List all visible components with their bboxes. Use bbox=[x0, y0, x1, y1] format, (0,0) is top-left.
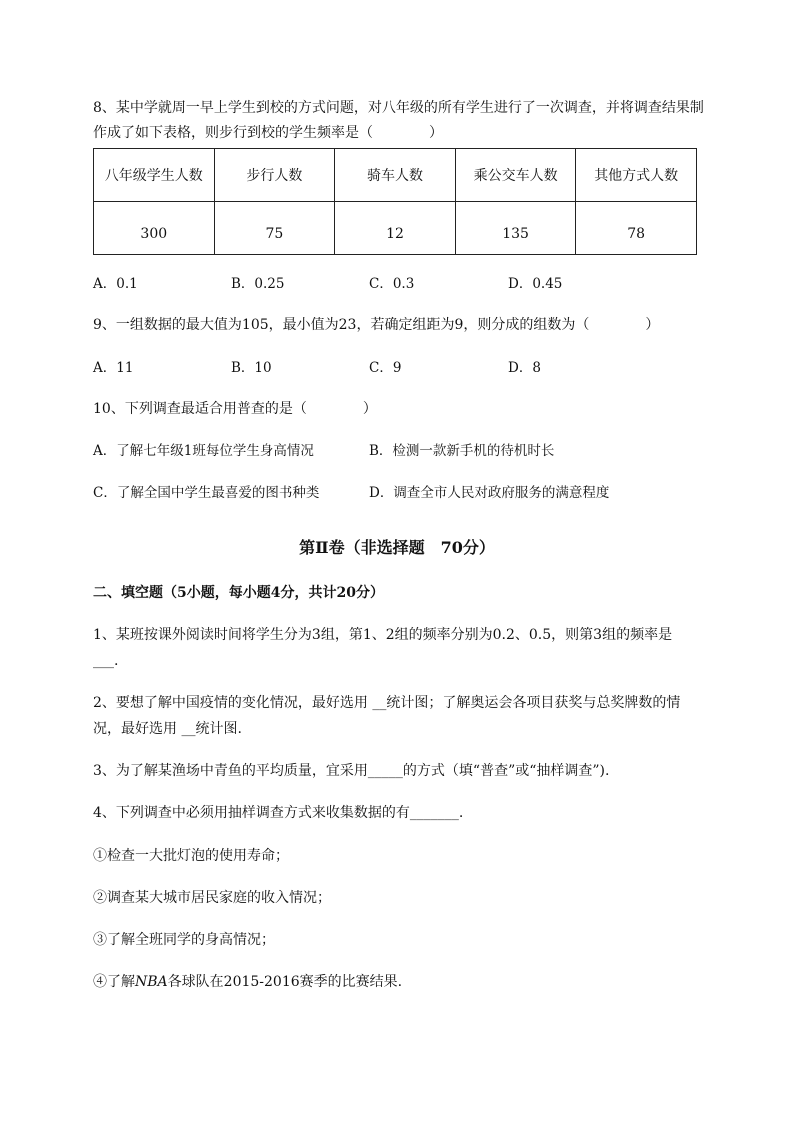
q8-option-c[interactable]: C．0.3 bbox=[369, 276, 415, 292]
header-total: 八年级学生人数 bbox=[94, 149, 215, 202]
value-bus: 135 bbox=[455, 202, 576, 255]
survey-table bbox=[93, 148, 697, 255]
fill-q4-item2: ②调查某大城市居民家庭的收入情况； bbox=[93, 890, 331, 906]
fill-q2-line1: 2、要想了解中国疫情的变化情况，最好选用 __统计图；了解奥运会各项目获奖与总奖牌数的情 bbox=[93, 695, 681, 711]
value-total: 300 bbox=[94, 202, 215, 255]
part2-title: 第Ⅱ卷（非选择题 70分） bbox=[299, 538, 495, 557]
value-bike: 12 bbox=[335, 202, 456, 255]
fill-q4: 4、下列调查中必须用抽样调查方式来收集数据的有_______. bbox=[93, 805, 464, 821]
q10-option-b[interactable]: B．检测一款新手机的待机时长 bbox=[369, 443, 555, 459]
header-bus: 乘公交车人数 bbox=[455, 149, 576, 202]
item4-suffix: 各球队在2015-2016赛季的比赛结果. bbox=[167, 974, 403, 990]
item4-prefix: ④了解 bbox=[93, 974, 135, 990]
fill-q4-item3: ③了解全班同学的身高情况； bbox=[93, 932, 275, 948]
q10-options-row1 bbox=[93, 441, 713, 461]
q8-stem-line2: 作成了如下表格，则步行到校的学生频率是（ ） bbox=[93, 125, 443, 141]
fill-q1-line1: 1、某班按课外阅读时间将学生分为3组，第1、2组的频率分别为0.2、0.5，则第3组的频率是 bbox=[93, 627, 673, 643]
header-walk: 步行人数 bbox=[214, 149, 335, 202]
q10-option-c[interactable]: C．了解全国中学生最喜爱的图书种类 bbox=[93, 485, 320, 501]
q8-option-b[interactable]: B．0.25 bbox=[231, 276, 285, 292]
q8-stem-line1: 8、某中学就周一早上学生到校的方式问题，对八年级的所有学生进行了一次调查，并将调查结果制 bbox=[93, 100, 704, 116]
fill-q4-item1: ①检查一大批灯泡的使用寿命； bbox=[93, 848, 289, 864]
q9-option-b[interactable]: B．10 bbox=[231, 360, 272, 376]
q9-stem: 9、一组数据的最大值为105，最小值为23，若确定组距为9，则分成的组数为（ ） bbox=[93, 317, 660, 333]
item4-nba: NBA bbox=[135, 974, 168, 990]
header-bike: 骑车人数 bbox=[335, 149, 456, 202]
q10-option-d[interactable]: D．调查全市人民对政府服务的满意程度 bbox=[369, 485, 610, 501]
fill-q3: 3、为了解某渔场中青鱼的平均质量，宜采用_____的方式（填“普查”或“抽样调查”). bbox=[93, 763, 610, 779]
table-header-row bbox=[94, 149, 697, 202]
value-other: 78 bbox=[576, 202, 697, 255]
q10-option-a[interactable]: A．了解七年级1班每位学生身高情况 bbox=[93, 443, 314, 459]
q8-option-a[interactable]: A．0.1 bbox=[93, 276, 138, 292]
q8-options bbox=[93, 274, 713, 294]
header-other: 其他方式人数 bbox=[576, 149, 697, 202]
fill-q2-line2: 况，最好选用 __统计图. bbox=[93, 721, 242, 737]
q9-option-a[interactable]: A．11 bbox=[93, 360, 134, 376]
fill-q1-line2: ___. bbox=[93, 653, 119, 669]
fill-q4-item4 bbox=[93, 972, 402, 992]
q9-option-c[interactable]: C．9 bbox=[369, 360, 402, 376]
q10-options-row2 bbox=[93, 483, 713, 503]
value-walk: 75 bbox=[214, 202, 335, 255]
q10-stem: 10、下列调查最适合用普查的是（ ） bbox=[93, 401, 377, 417]
q9-options bbox=[93, 358, 713, 378]
q9-option-d[interactable]: D．8 bbox=[508, 360, 541, 376]
section-heading: 二、填空题（5小题，每小题4分，共计20分） bbox=[93, 585, 384, 601]
q8-option-d[interactable]: D．0.45 bbox=[508, 276, 563, 292]
table-value-row bbox=[94, 202, 697, 255]
